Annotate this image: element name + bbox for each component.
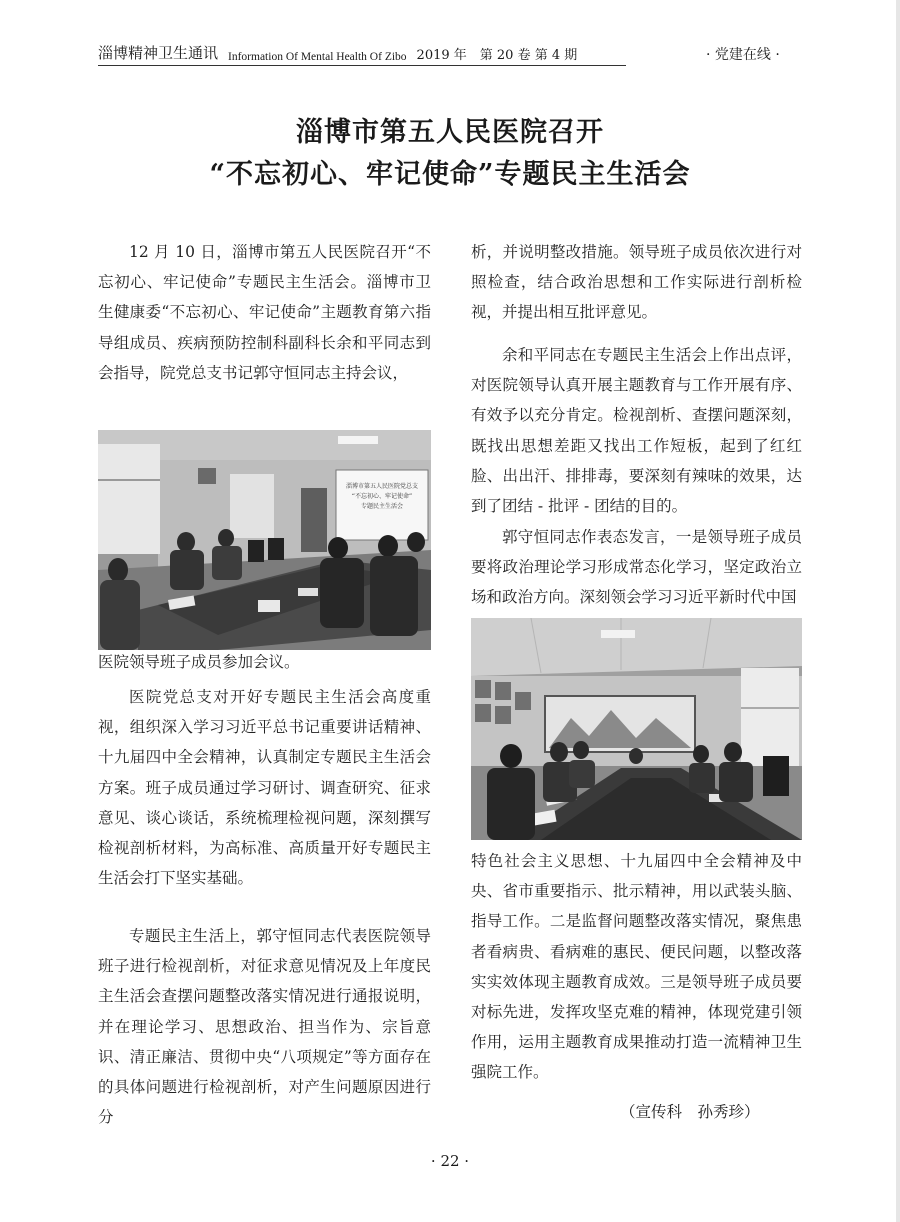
paragraph-3: 专题民主生活上，郭守恒同志代表医院领导班子进行检视剖析，对征求意见情况及上年度民主生活会查摆问题整改落实情况进行通报说明，并在理论学习、思想政治、担当作为、宗旨意识、清正廉洁、贯彻中央“八项规定”等方面存在的具体问题进行检视剖析，对产生问题原因进行分 bbox=[98, 927, 431, 1127]
meeting-photo-1-image bbox=[98, 430, 431, 650]
meeting-photo-1 bbox=[98, 430, 431, 650]
paragraph-5: 余和平同志在专题民主生活会上作出点评，对医院领导认真开展主题教育与工作开展有序、有效予以充分肯定。检视剖析、查摆问题深刻，既找出思想差距又找出工作短板，起到了红红脸、出出汗、排排毒，要深刻有辣味的效果，达到了团结 - 批评 - 团结的目的。 bbox=[471, 346, 802, 516]
section-label: · 党建在线 · bbox=[706, 47, 780, 63]
paragraph-4: 析，并说明整改措施。领导班子成员依次进行对照检查，结合政治思想和工作实际进行剖析检视，并提出相互批评意见。 bbox=[471, 243, 802, 322]
article-title-line1: 淄博市第五人民医院召开 bbox=[296, 117, 604, 148]
journal-title-en: Information Of Mental Health Of Zibo bbox=[228, 51, 407, 63]
meeting-photo-2-image bbox=[471, 618, 802, 840]
running-header bbox=[98, 40, 626, 66]
screen-text-line2: “不忘初心、牢记使命” bbox=[351, 493, 413, 500]
page-number: · 22 · bbox=[430, 1152, 470, 1170]
page-edge bbox=[896, 0, 900, 1222]
paragraph-2: 医院党总支对开好专题民主生活会高度重视，组织深入学习习近平总书记重要讲话精神、十九届四中全会精神，认真制定专题民主生活会方案。班子成员通过学习研讨、调查研究、征求意见、谈心谈话，系统梳理检视问题，深刻撰写检视剖析材料，为高标准、高质量开好专题民主生活会打下坚实基础。 bbox=[98, 688, 431, 888]
journal-title-cn: 淄博精神卫生通讯 bbox=[98, 44, 219, 62]
paragraph-1: 12 月 10 日，淄博市第五人民医院召开“不忘初心、牢记使命”专题民主生活会。淄博市卫生健康委“不忘初心、牢记使命”主题教育第六指导组成员、疾病预防控制科副科长余和平同志到会指导，院党总支书记郭守恒同志主持会议， bbox=[98, 243, 431, 382]
issue-info: 2019 年 第 20 卷 第 4 期 bbox=[416, 48, 578, 63]
screen-text-line3: 专题民主生活会 bbox=[360, 503, 404, 510]
paragraph-6: 郭守恒同志作表态发言，一是领导班子成员要将政治理论学习形成常态化学习，坚定政治立场和政治方向。深刻领会学习习近平新时代中国 bbox=[471, 528, 802, 607]
byline: （宣传科 孙秀珍） bbox=[620, 1103, 760, 1121]
meeting-photo-2 bbox=[471, 618, 802, 840]
screen-text-line1: 淄博市第五人民医院党总支 bbox=[345, 483, 419, 490]
article-title-line2: “不忘初心、牢记使命”专题民主生活会 bbox=[209, 159, 691, 190]
paragraph-7: 特色社会主义思想、十九届四中全会精神及中央、省市重要指示、批示精神，用以武装头脑、指导工作。二是监督问题整改落实情况，聚焦患者看病贵、看病难的惠民、便民问题，以整改落实实效体现主题教育成效。三是领导班子成员要对标先进，发挥攻坚克难的精神，体现党建引领作用，运用主题教育成果推动打造一流精神卫生强院工作。 bbox=[471, 852, 802, 1082]
photo-1-caption: 医院领导班子成员参加会议。 bbox=[98, 653, 300, 671]
